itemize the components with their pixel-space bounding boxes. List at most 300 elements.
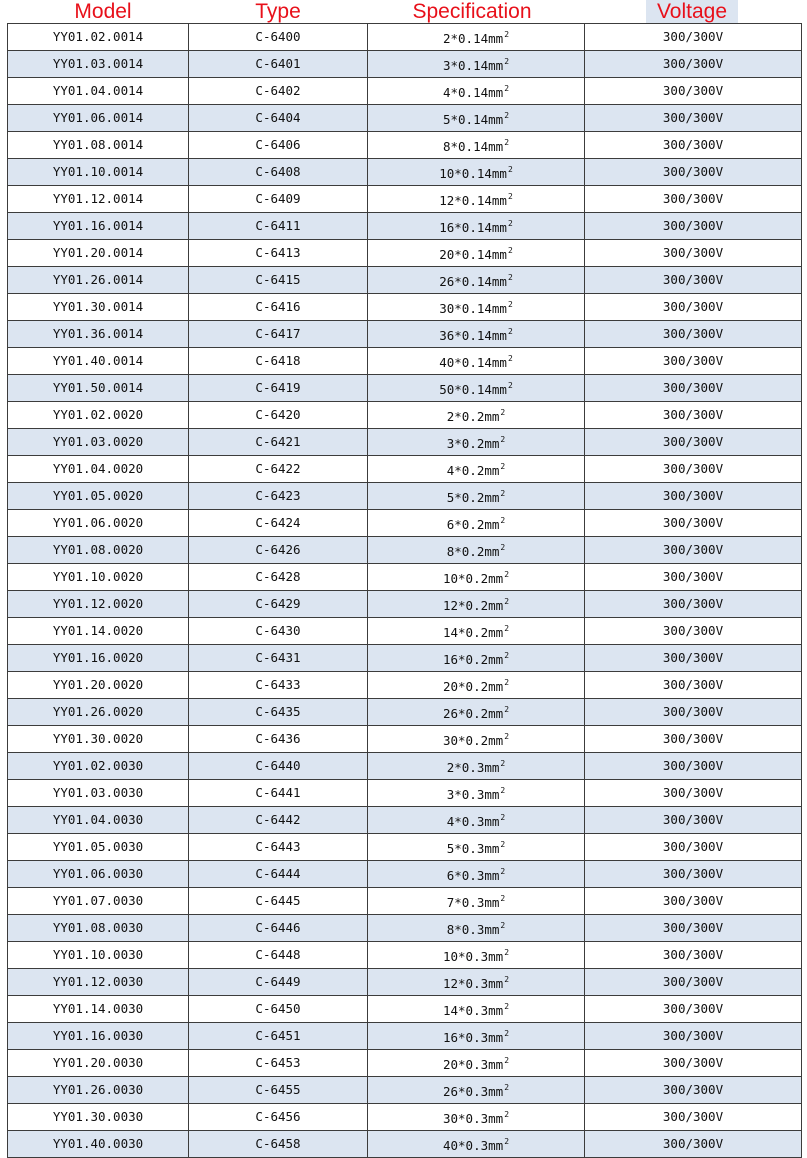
voltage-cell: 300/300V <box>585 618 802 645</box>
model-cell: YY01.03.0014 <box>8 51 189 78</box>
model-cell: YY01.40.0014 <box>8 348 189 375</box>
specification-cell <box>368 591 585 618</box>
specification-value: 4*0.2mm <box>446 463 500 478</box>
voltage-cell: 300/300V <box>585 267 802 294</box>
specification-cell <box>368 456 585 483</box>
specification-value: 26*0.2mm <box>442 706 504 721</box>
voltage-cell: 300/300V <box>585 969 802 996</box>
type-cell: C-6440 <box>189 753 368 780</box>
model-cell: YY01.30.0020 <box>8 726 189 753</box>
table-row <box>8 429 802 456</box>
specification-cell <box>368 780 585 807</box>
table-row <box>8 672 802 699</box>
voltage-cell: 300/300V <box>585 159 802 186</box>
specification-exponent: 2 <box>507 219 513 228</box>
voltage-cell: 300/300V <box>585 24 802 51</box>
model-cell: YY01.05.0030 <box>8 834 189 861</box>
specification-exponent: 2 <box>504 1110 510 1119</box>
specification-cell <box>368 537 585 564</box>
specification-value: 3*0.14mm <box>442 58 504 73</box>
type-cell: C-6451 <box>189 1023 368 1050</box>
voltage-cell: 300/300V <box>585 429 802 456</box>
specification-exponent: 2 <box>507 246 513 255</box>
type-cell: C-6406 <box>189 132 368 159</box>
table-row <box>8 186 802 213</box>
table-row <box>8 807 802 834</box>
voltage-cell: 300/300V <box>585 321 802 348</box>
specification-value: 8*0.2mm <box>446 544 500 559</box>
specification-exponent: 2 <box>507 381 513 390</box>
type-cell: C-6448 <box>189 942 368 969</box>
specification-value: 14*0.3mm <box>442 1003 504 1018</box>
table-row <box>8 942 802 969</box>
table-row <box>8 861 802 888</box>
specification-exponent: 2 <box>500 516 506 525</box>
table-row <box>8 888 802 915</box>
model-cell: YY01.26.0014 <box>8 267 189 294</box>
table-row <box>8 645 802 672</box>
specification-cell <box>368 807 585 834</box>
table-row <box>8 294 802 321</box>
voltage-cell: 300/300V <box>585 699 802 726</box>
specification-value: 3*0.3mm <box>446 787 500 802</box>
table-row <box>8 159 802 186</box>
model-cell: YY01.04.0014 <box>8 78 189 105</box>
voltage-cell: 300/300V <box>585 375 802 402</box>
voltage-cell: 300/300V <box>585 132 802 159</box>
voltage-cell: 300/300V <box>585 1104 802 1131</box>
specification-value: 30*0.14mm <box>439 301 507 316</box>
specification-value: 5*0.3mm <box>446 841 500 856</box>
voltage-cell: 300/300V <box>585 834 802 861</box>
table-row <box>8 240 802 267</box>
specification-cell <box>368 1131 585 1158</box>
model-cell: YY01.16.0030 <box>8 1023 189 1050</box>
table-row <box>8 132 802 159</box>
specification-value: 12*0.14mm <box>439 193 507 208</box>
specification-value: 6*0.3mm <box>446 868 500 883</box>
type-cell: C-6436 <box>189 726 368 753</box>
specification-exponent: 2 <box>507 327 513 336</box>
specification-cell <box>368 105 585 132</box>
voltage-cell: 300/300V <box>585 888 802 915</box>
model-cell: YY01.20.0014 <box>8 240 189 267</box>
specification-value: 30*0.3mm <box>442 1111 504 1126</box>
specification-exponent: 2 <box>504 678 510 687</box>
specification-value: 10*0.2mm <box>442 571 504 586</box>
voltage-cell: 300/300V <box>585 105 802 132</box>
specification-exponent: 2 <box>500 435 506 444</box>
specification-value: 50*0.14mm <box>439 382 507 397</box>
specification-cell <box>368 888 585 915</box>
specification-cell <box>368 1023 585 1050</box>
specification-value: 20*0.14mm <box>439 247 507 262</box>
table-row <box>8 24 802 51</box>
table-row <box>8 348 802 375</box>
voltage-cell: 300/300V <box>585 915 802 942</box>
model-cell: YY01.20.0030 <box>8 1050 189 1077</box>
voltage-cell: 300/300V <box>585 645 802 672</box>
type-cell: C-6408 <box>189 159 368 186</box>
model-cell: YY01.20.0020 <box>8 672 189 699</box>
table-row <box>8 996 802 1023</box>
specification-cell <box>368 1077 585 1104</box>
type-cell: C-6442 <box>189 807 368 834</box>
type-cell: C-6450 <box>189 996 368 1023</box>
specification-cell <box>368 1050 585 1077</box>
type-cell: C-6430 <box>189 618 368 645</box>
voltage-cell: 300/300V <box>585 1131 802 1158</box>
table-row <box>8 618 802 645</box>
table-row <box>8 1077 802 1104</box>
specification-exponent: 2 <box>504 705 510 714</box>
specification-exponent: 2 <box>500 894 506 903</box>
model-cell: YY01.14.0030 <box>8 996 189 1023</box>
type-cell: C-6444 <box>189 861 368 888</box>
model-cell: YY01.12.0014 <box>8 186 189 213</box>
table-row <box>8 456 802 483</box>
specification-cell <box>368 618 585 645</box>
specification-value: 14*0.2mm <box>442 625 504 640</box>
specification-value: 26*0.3mm <box>442 1084 504 1099</box>
specification-cell <box>368 132 585 159</box>
header-specification: Specification <box>412 0 532 23</box>
specification-cell <box>368 564 585 591</box>
voltage-cell: 300/300V <box>585 456 802 483</box>
specification-value: 5*0.2mm <box>446 490 500 505</box>
specification-exponent: 2 <box>504 624 510 633</box>
voltage-cell: 300/300V <box>585 780 802 807</box>
type-cell: C-6413 <box>189 240 368 267</box>
specification-exponent: 2 <box>504 84 510 93</box>
type-cell: C-6456 <box>189 1104 368 1131</box>
specification-value: 8*0.3mm <box>446 922 500 937</box>
model-cell: YY01.06.0030 <box>8 861 189 888</box>
specification-value: 40*0.3mm <box>442 1138 504 1153</box>
type-cell: C-6431 <box>189 645 368 672</box>
model-cell: YY01.30.0014 <box>8 294 189 321</box>
specification-exponent: 2 <box>504 948 510 957</box>
voltage-cell: 300/300V <box>585 861 802 888</box>
type-cell: C-6435 <box>189 699 368 726</box>
specification-cell <box>368 672 585 699</box>
specification-cell <box>368 834 585 861</box>
model-cell: YY01.04.0030 <box>8 807 189 834</box>
specification-exponent: 2 <box>500 921 506 930</box>
model-cell: YY01.16.0020 <box>8 645 189 672</box>
specification-value: 3*0.2mm <box>446 436 500 451</box>
table-row <box>8 321 802 348</box>
specification-exponent: 2 <box>504 111 510 120</box>
specification-exponent: 2 <box>507 165 513 174</box>
specification-cell <box>368 240 585 267</box>
specification-value: 10*0.14mm <box>439 166 507 181</box>
table-row <box>8 564 802 591</box>
specification-exponent: 2 <box>507 273 513 282</box>
specification-value: 12*0.3mm <box>442 976 504 991</box>
voltage-cell: 300/300V <box>585 591 802 618</box>
table-row <box>8 1050 802 1077</box>
voltage-cell: 300/300V <box>585 186 802 213</box>
type-cell: C-6429 <box>189 591 368 618</box>
specification-cell <box>368 861 585 888</box>
specification-exponent: 2 <box>504 30 510 39</box>
specification-value: 16*0.14mm <box>439 220 507 235</box>
table-row <box>8 213 802 240</box>
table-row <box>8 1104 802 1131</box>
specification-exponent: 2 <box>500 813 506 822</box>
model-cell: YY01.36.0014 <box>8 321 189 348</box>
spec-table-body <box>8 24 802 1158</box>
model-cell: YY01.08.0030 <box>8 915 189 942</box>
type-cell: C-6449 <box>189 969 368 996</box>
specification-value: 26*0.14mm <box>439 274 507 289</box>
table-row <box>8 726 802 753</box>
type-cell: C-6445 <box>189 888 368 915</box>
voltage-cell: 300/300V <box>585 1023 802 1050</box>
specification-cell <box>368 483 585 510</box>
model-cell: YY01.03.0020 <box>8 429 189 456</box>
specification-exponent: 2 <box>500 462 506 471</box>
table-row <box>8 267 802 294</box>
type-cell: C-6453 <box>189 1050 368 1077</box>
table-row <box>8 375 802 402</box>
type-cell: C-6401 <box>189 51 368 78</box>
voltage-cell: 300/300V <box>585 996 802 1023</box>
voltage-cell: 300/300V <box>585 564 802 591</box>
specification-cell <box>368 699 585 726</box>
specification-cell <box>368 726 585 753</box>
type-cell: C-6411 <box>189 213 368 240</box>
model-cell: YY01.10.0030 <box>8 942 189 969</box>
model-cell: YY01.50.0014 <box>8 375 189 402</box>
type-cell: C-6446 <box>189 915 368 942</box>
table-row <box>8 591 802 618</box>
voltage-cell: 300/300V <box>585 1050 802 1077</box>
spec-table <box>7 23 802 1158</box>
specification-exponent: 2 <box>504 651 510 660</box>
header-model: Model <box>74 0 132 23</box>
specification-cell <box>368 510 585 537</box>
table-row <box>8 699 802 726</box>
specification-exponent: 2 <box>504 1056 510 1065</box>
type-cell: C-6422 <box>189 456 368 483</box>
table-row <box>8 51 802 78</box>
voltage-cell: 300/300V <box>585 753 802 780</box>
voltage-cell: 300/300V <box>585 402 802 429</box>
voltage-cell: 300/300V <box>585 51 802 78</box>
model-cell: YY01.02.0030 <box>8 753 189 780</box>
table-row <box>8 915 802 942</box>
specification-cell <box>368 348 585 375</box>
specification-value: 16*0.2mm <box>442 652 504 667</box>
model-cell: YY01.04.0020 <box>8 456 189 483</box>
specification-value: 8*0.14mm <box>442 139 504 154</box>
specification-cell <box>368 186 585 213</box>
voltage-cell: 300/300V <box>585 510 802 537</box>
voltage-cell: 300/300V <box>585 942 802 969</box>
specification-exponent: 2 <box>504 1029 510 1038</box>
specification-exponent: 2 <box>504 732 510 741</box>
type-cell: C-6402 <box>189 78 368 105</box>
table-row <box>8 753 802 780</box>
type-cell: C-6433 <box>189 672 368 699</box>
specification-cell <box>368 402 585 429</box>
specification-cell <box>368 213 585 240</box>
type-cell: C-6458 <box>189 1131 368 1158</box>
specification-cell <box>368 78 585 105</box>
table-row <box>8 105 802 132</box>
specification-value: 12*0.2mm <box>442 598 504 613</box>
specification-exponent: 2 <box>504 1083 510 1092</box>
specification-exponent: 2 <box>507 354 513 363</box>
specification-cell <box>368 429 585 456</box>
specification-value: 4*0.3mm <box>446 814 500 829</box>
table-row <box>8 780 802 807</box>
table-row <box>8 483 802 510</box>
table-row <box>8 1023 802 1050</box>
type-cell: C-6419 <box>189 375 368 402</box>
specification-exponent: 2 <box>500 786 506 795</box>
model-cell: YY01.08.0014 <box>8 132 189 159</box>
type-cell: C-6409 <box>189 186 368 213</box>
specification-exponent: 2 <box>504 1137 510 1146</box>
type-cell: C-6418 <box>189 348 368 375</box>
specification-cell <box>368 24 585 51</box>
specification-exponent: 2 <box>504 57 510 66</box>
voltage-cell: 300/300V <box>585 726 802 753</box>
table-row <box>8 510 802 537</box>
type-cell: C-6421 <box>189 429 368 456</box>
voltage-cell: 300/300V <box>585 78 802 105</box>
table-row <box>8 78 802 105</box>
voltage-cell: 300/300V <box>585 240 802 267</box>
specification-cell <box>368 645 585 672</box>
specification-exponent: 2 <box>500 759 506 768</box>
specification-exponent: 2 <box>504 975 510 984</box>
specification-exponent: 2 <box>500 840 506 849</box>
voltage-cell: 300/300V <box>585 537 802 564</box>
specification-value: 2*0.2mm <box>446 409 500 424</box>
specification-value: 40*0.14mm <box>439 355 507 370</box>
type-cell: C-6455 <box>189 1077 368 1104</box>
specification-exponent: 2 <box>500 867 506 876</box>
model-cell: YY01.30.0030 <box>8 1104 189 1131</box>
table-row <box>8 969 802 996</box>
specification-exponent: 2 <box>504 597 510 606</box>
model-cell: YY01.03.0030 <box>8 780 189 807</box>
header-voltage: Voltage <box>646 0 738 24</box>
specification-cell <box>368 969 585 996</box>
specification-exponent: 2 <box>504 570 510 579</box>
table-row <box>8 834 802 861</box>
type-cell: C-6420 <box>189 402 368 429</box>
specification-value: 10*0.3mm <box>442 949 504 964</box>
model-cell: YY01.02.0014 <box>8 24 189 51</box>
type-cell: C-6417 <box>189 321 368 348</box>
model-cell: YY01.26.0020 <box>8 699 189 726</box>
specification-cell <box>368 159 585 186</box>
specification-exponent: 2 <box>500 543 506 552</box>
model-cell: YY01.10.0014 <box>8 159 189 186</box>
table-row <box>8 402 802 429</box>
type-cell: C-6415 <box>189 267 368 294</box>
type-cell: C-6428 <box>189 564 368 591</box>
specification-value: 2*0.3mm <box>446 760 500 775</box>
specification-cell <box>368 321 585 348</box>
specification-value: 4*0.14mm <box>442 85 504 100</box>
specification-value: 7*0.3mm <box>446 895 500 910</box>
specification-cell <box>368 942 585 969</box>
type-cell: C-6400 <box>189 24 368 51</box>
specification-exponent: 2 <box>500 489 506 498</box>
specification-cell <box>368 375 585 402</box>
type-cell: C-6404 <box>189 105 368 132</box>
model-cell: YY01.12.0030 <box>8 969 189 996</box>
specification-value: 6*0.2mm <box>446 517 500 532</box>
voltage-cell: 300/300V <box>585 294 802 321</box>
table-row <box>8 1131 802 1158</box>
type-cell: C-6424 <box>189 510 368 537</box>
voltage-cell: 300/300V <box>585 1077 802 1104</box>
model-cell: YY01.10.0020 <box>8 564 189 591</box>
type-cell: C-6443 <box>189 834 368 861</box>
specification-cell <box>368 294 585 321</box>
model-cell: YY01.12.0020 <box>8 591 189 618</box>
specification-exponent: 2 <box>504 1002 510 1011</box>
specification-value: 36*0.14mm <box>439 328 507 343</box>
voltage-cell: 300/300V <box>585 483 802 510</box>
type-cell: C-6416 <box>189 294 368 321</box>
voltage-cell: 300/300V <box>585 807 802 834</box>
model-cell: YY01.05.0020 <box>8 483 189 510</box>
type-cell: C-6441 <box>189 780 368 807</box>
model-cell: YY01.16.0014 <box>8 213 189 240</box>
specification-cell <box>368 915 585 942</box>
specification-value: 30*0.2mm <box>442 733 504 748</box>
model-cell: YY01.08.0020 <box>8 537 189 564</box>
specification-cell <box>368 267 585 294</box>
model-cell: YY01.14.0020 <box>8 618 189 645</box>
model-cell: YY01.06.0020 <box>8 510 189 537</box>
voltage-cell: 300/300V <box>585 672 802 699</box>
specification-cell <box>368 1104 585 1131</box>
specification-exponent: 2 <box>507 300 513 309</box>
specification-value: 20*0.2mm <box>442 679 504 694</box>
type-cell: C-6423 <box>189 483 368 510</box>
specification-value: 5*0.14mm <box>442 112 504 127</box>
model-cell: YY01.40.0030 <box>8 1131 189 1158</box>
table-row <box>8 537 802 564</box>
specification-exponent: 2 <box>504 138 510 147</box>
specification-cell <box>368 51 585 78</box>
specification-value: 2*0.14mm <box>442 31 504 46</box>
voltage-cell: 300/300V <box>585 348 802 375</box>
specification-exponent: 2 <box>507 192 513 201</box>
specification-cell <box>368 996 585 1023</box>
specification-value: 20*0.3mm <box>442 1057 504 1072</box>
specification-cell <box>368 753 585 780</box>
specification-value: 16*0.3mm <box>442 1030 504 1045</box>
header-type: Type <box>255 0 301 23</box>
type-cell: C-6426 <box>189 537 368 564</box>
model-cell: YY01.26.0030 <box>8 1077 189 1104</box>
specification-exponent: 2 <box>500 408 506 417</box>
voltage-cell: 300/300V <box>585 213 802 240</box>
model-cell: YY01.02.0020 <box>8 402 189 429</box>
model-cell: YY01.07.0030 <box>8 888 189 915</box>
model-cell: YY01.06.0014 <box>8 105 189 132</box>
